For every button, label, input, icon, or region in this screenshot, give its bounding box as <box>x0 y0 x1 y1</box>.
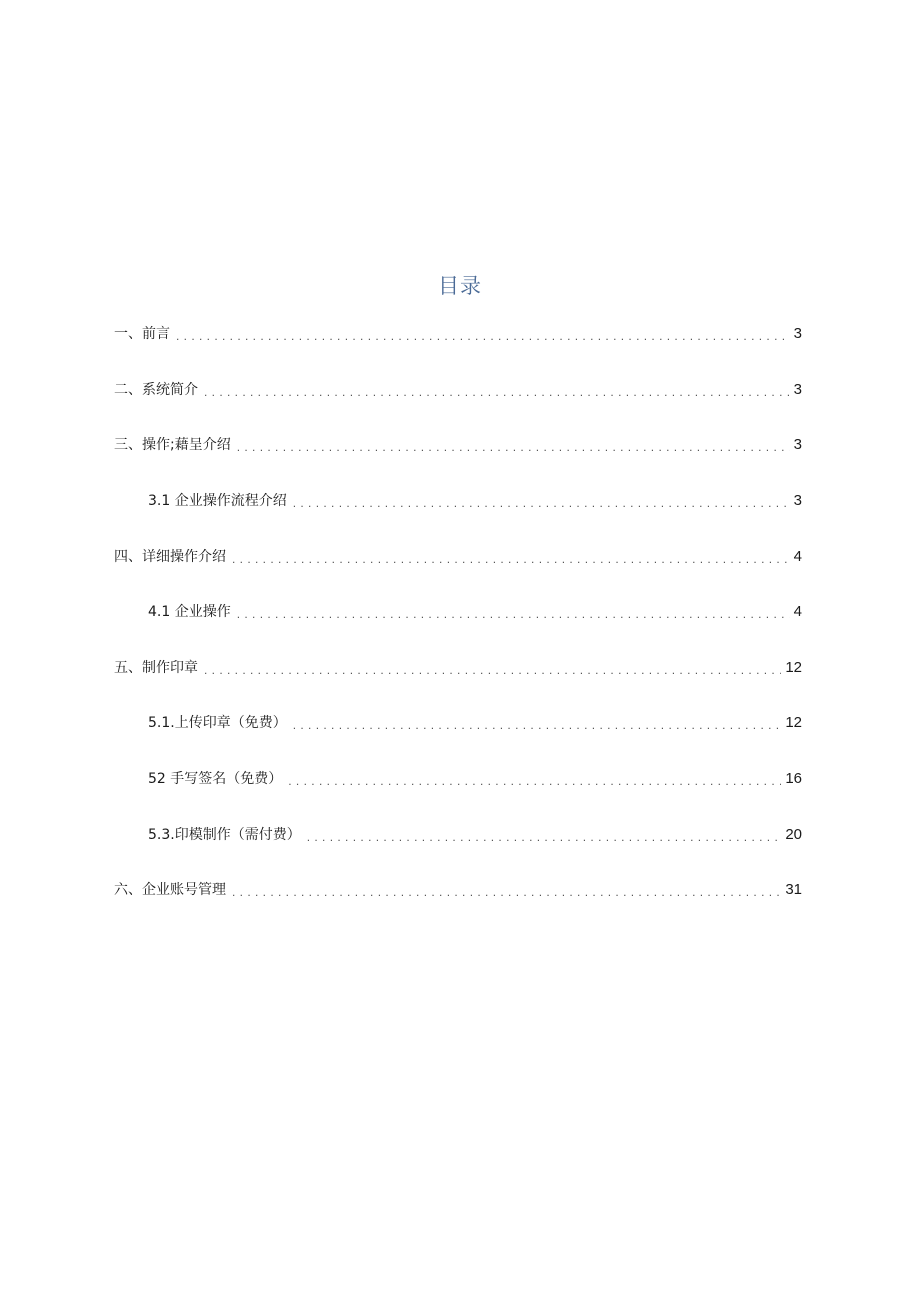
toc-entry-text: 六、企业账号管理 <box>114 882 226 898</box>
toc-entry-system-intro[interactable] <box>114 378 802 402</box>
toc-entry-seal-mold[interactable] <box>148 823 802 847</box>
toc-title: 目录 <box>438 274 482 298</box>
toc-leader-dots <box>286 767 781 791</box>
toc-page-number: 12 <box>785 714 802 731</box>
toc-page-number: 12 <box>785 659 802 676</box>
toc-entry-text: 五、制作印章 <box>114 660 198 676</box>
toc-page-number: 3 <box>793 325 802 342</box>
toc-entry-text: 三、操作;藉呈介绍 <box>114 437 231 453</box>
toc-leader-dots <box>305 823 782 847</box>
toc-entry-preface[interactable] <box>114 322 802 346</box>
toc-entry-handwritten-signature[interactable] <box>148 767 802 791</box>
toc-entry-account-management[interactable] <box>114 878 802 902</box>
toc-entry-upload-seal[interactable] <box>148 711 802 735</box>
toc-entry-enterprise-flow[interactable] <box>148 489 802 513</box>
toc-page-number: 31 <box>785 881 802 898</box>
toc-page-number: 20 <box>785 826 802 843</box>
toc-entry-text: 3.1 企业操作流程介绍 <box>148 493 287 509</box>
toc-entry-make-seal[interactable] <box>114 656 802 680</box>
toc-entry-enterprise-operation[interactable] <box>148 600 802 624</box>
toc-leader-dots <box>230 878 781 902</box>
toc-leader-dots <box>291 489 790 513</box>
toc-leader-dots <box>202 656 781 680</box>
toc-entry-text: 52 手写签名（免费） <box>148 771 283 787</box>
toc-page-number: 3 <box>793 492 802 509</box>
toc-page-number: 3 <box>793 381 802 398</box>
toc-entry-text: 5.3.印模制作（需付费） <box>148 827 301 843</box>
toc-leader-dots <box>235 600 790 624</box>
toc-entry-detailed-operation[interactable] <box>114 545 802 569</box>
toc-entry-operation-intro[interactable] <box>114 433 802 457</box>
toc-page-number: 4 <box>793 548 802 565</box>
toc-entry-text: 四、详细操作介绍 <box>114 549 226 565</box>
toc-leader-dots <box>230 545 790 569</box>
toc-page-number: 3 <box>793 436 802 453</box>
toc-entry-text: 一、前言 <box>114 326 170 342</box>
toc-entry-text: 4.1 企业操作 <box>148 604 231 620</box>
toc-page-number: 4 <box>793 603 802 620</box>
toc-page-number: 16 <box>785 770 802 787</box>
toc-leader-dots <box>291 711 782 735</box>
toc-leader-dots <box>235 433 790 457</box>
toc-entry-text: 5.1.上传印章（免费） <box>148 715 287 731</box>
toc-leader-dots <box>174 322 790 346</box>
toc-leader-dots <box>202 378 790 402</box>
toc-entry-text: 二、系统简介 <box>114 382 198 398</box>
